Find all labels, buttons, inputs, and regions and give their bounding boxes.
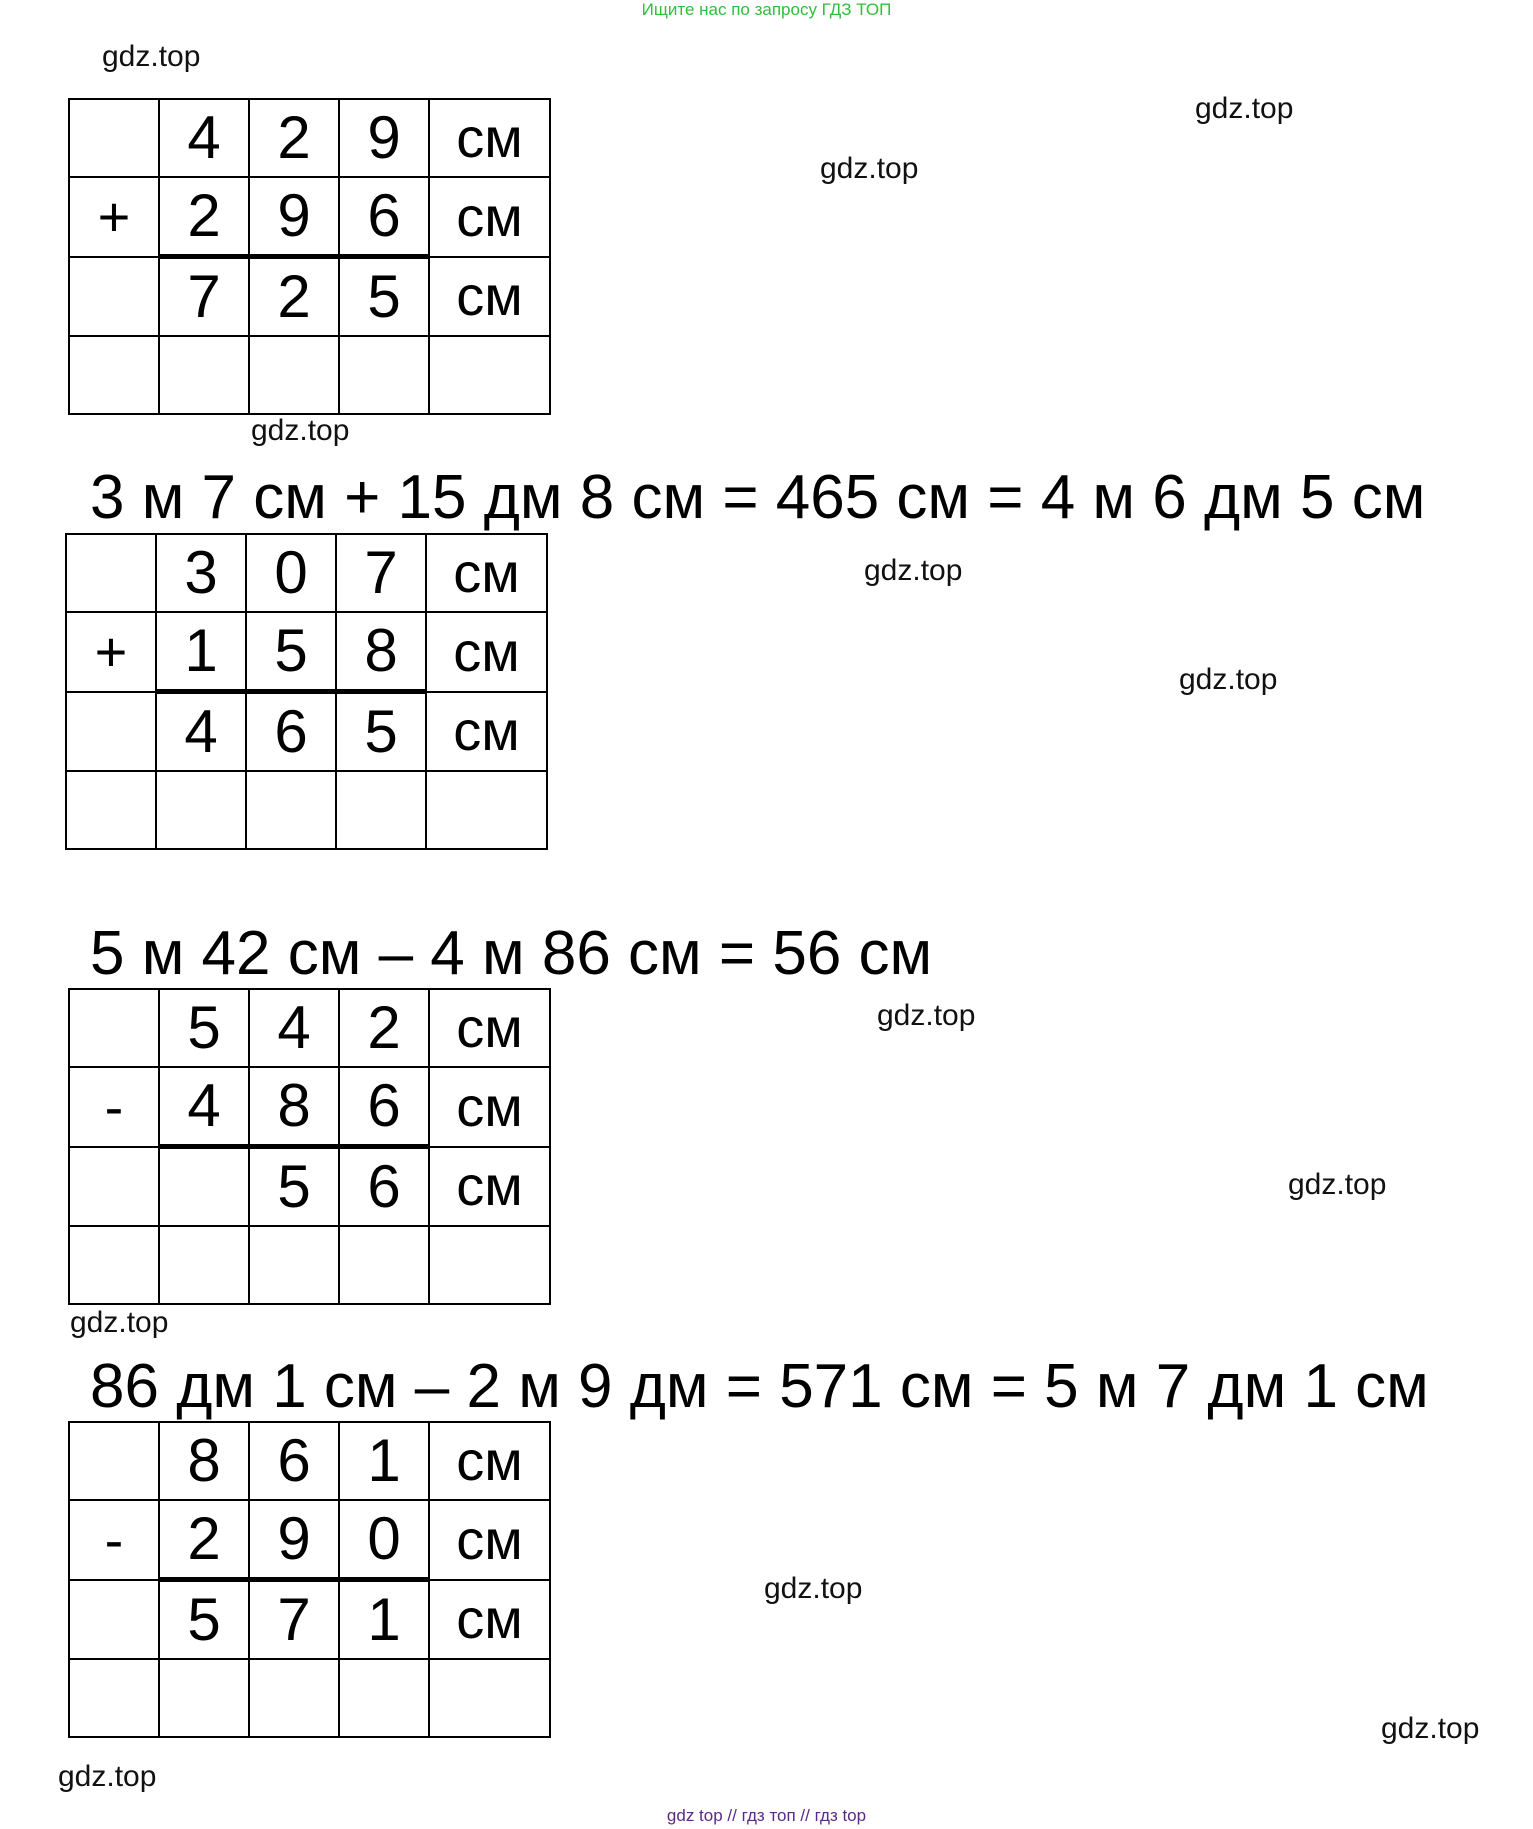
empty-cell <box>339 336 429 414</box>
column-subtraction-table <box>68 988 551 1305</box>
unit-cell: см <box>429 1500 550 1580</box>
unit-cell: см <box>429 257 550 337</box>
unit-cell: см <box>429 989 550 1067</box>
column-addition-table <box>68 98 551 415</box>
unit-cell: см <box>426 692 547 772</box>
equation: 3 м 7 см + 15 дм 8 см = 465 см = 4 м 6 дм 5 см <box>90 463 1426 532</box>
digit-cell: 3 <box>156 534 246 612</box>
unit-cell: см <box>429 1147 550 1227</box>
digit-cell: 9 <box>249 1500 339 1580</box>
digit-cell: 6 <box>246 692 336 772</box>
empty-cell <box>156 771 246 849</box>
digit-cell: 7 <box>159 257 249 337</box>
digit-cell: 5 <box>159 1580 249 1660</box>
empty-cell <box>69 1226 159 1304</box>
sign-cell <box>69 257 159 337</box>
empty-cell <box>339 1226 429 1304</box>
sign-cell: - <box>69 1500 159 1580</box>
digit-cell: 4 <box>249 989 339 1067</box>
sign-cell <box>66 534 156 612</box>
digit-cell: 2 <box>249 257 339 337</box>
unit-cell: см <box>429 99 550 177</box>
digit-cell: 8 <box>336 612 426 692</box>
watermark: gdz.top <box>764 1572 863 1605</box>
digit-cell: 5 <box>336 692 426 772</box>
digit-cell: 6 <box>339 1147 429 1227</box>
digit-cell: 4 <box>156 692 246 772</box>
sign-cell: + <box>69 177 159 257</box>
empty-cell <box>429 336 550 414</box>
empty-cell <box>159 1226 249 1304</box>
column-subtraction-table <box>68 1421 551 1738</box>
digit-cell: 7 <box>336 534 426 612</box>
digit-cell: 6 <box>249 1422 339 1500</box>
sign-cell <box>69 1580 159 1660</box>
watermark: gdz.top <box>251 414 350 447</box>
column-addition-table <box>65 533 548 850</box>
empty-cell <box>249 1226 339 1304</box>
digit-cell: 9 <box>339 99 429 177</box>
digit-cell: 7 <box>249 1580 339 1660</box>
empty-cell <box>336 771 426 849</box>
digit-cell: 4 <box>159 99 249 177</box>
empty-cell <box>159 336 249 414</box>
digit-cell: 0 <box>246 534 336 612</box>
digit-cell: 1 <box>339 1580 429 1660</box>
digit-cell: 0 <box>339 1500 429 1580</box>
digit-cell: 2 <box>159 1500 249 1580</box>
digit-cell: 2 <box>339 989 429 1067</box>
footer-links: gdz top // гдз топ // гдз top <box>666 1806 867 1825</box>
watermark: gdz.top <box>102 40 201 73</box>
digit-cell: 8 <box>249 1067 339 1147</box>
empty-cell <box>429 1226 550 1304</box>
watermark: gdz.top <box>1179 663 1278 696</box>
empty-cell <box>159 1659 249 1737</box>
unit-cell: см <box>429 1067 550 1147</box>
sign-cell <box>69 1147 159 1227</box>
empty-cell <box>246 771 336 849</box>
equation: 86 дм 1 см – 2 м 9 дм = 571 см = 5 м 7 дм 1 см <box>90 1352 1429 1421</box>
digit-cell: 6 <box>339 1067 429 1147</box>
empty-cell <box>429 1659 550 1737</box>
empty-cell <box>426 771 547 849</box>
empty-cell <box>69 1659 159 1737</box>
watermark: gdz.top <box>1288 1168 1387 1201</box>
sign-cell <box>69 1422 159 1500</box>
watermark: gdz.top <box>1381 1712 1480 1745</box>
sign-cell <box>69 99 159 177</box>
equation: 5 м 42 см – 4 м 86 см = 56 см <box>90 919 933 988</box>
unit-cell: см <box>429 1422 550 1500</box>
empty-cell <box>249 1659 339 1737</box>
digit-cell: 2 <box>249 99 339 177</box>
watermark: gdz.top <box>70 1306 169 1339</box>
empty-cell <box>69 336 159 414</box>
digit-cell: 9 <box>249 177 339 257</box>
digit-cell: 1 <box>156 612 246 692</box>
empty-cell <box>66 771 156 849</box>
sign-cell <box>66 692 156 772</box>
digit-cell: 5 <box>246 612 336 692</box>
digit-cell: 5 <box>339 257 429 337</box>
empty-cell <box>339 1659 429 1737</box>
unit-cell: см <box>426 612 547 692</box>
sign-cell: - <box>69 1067 159 1147</box>
sign-cell: + <box>66 612 156 692</box>
unit-cell: см <box>426 534 547 612</box>
watermark: gdz.top <box>58 1760 157 1793</box>
sign-cell <box>69 989 159 1067</box>
watermark: gdz.top <box>864 554 963 587</box>
digit-cell: 6 <box>339 177 429 257</box>
watermark: gdz.top <box>1195 92 1294 125</box>
watermark: gdz.top <box>820 152 919 185</box>
top-note: Ищите нас по запросу ГДЗ ТОП <box>641 0 892 19</box>
unit-cell: см <box>429 177 550 257</box>
empty-cell <box>249 336 339 414</box>
digit-cell: 5 <box>249 1147 339 1227</box>
digit-cell: 8 <box>159 1422 249 1500</box>
digit-cell: 2 <box>159 177 249 257</box>
watermark: gdz.top <box>877 999 976 1032</box>
digit-cell: 1 <box>339 1422 429 1500</box>
unit-cell: см <box>429 1580 550 1660</box>
digit-cell: 4 <box>159 1067 249 1147</box>
digit-cell <box>159 1147 249 1227</box>
digit-cell: 5 <box>159 989 249 1067</box>
